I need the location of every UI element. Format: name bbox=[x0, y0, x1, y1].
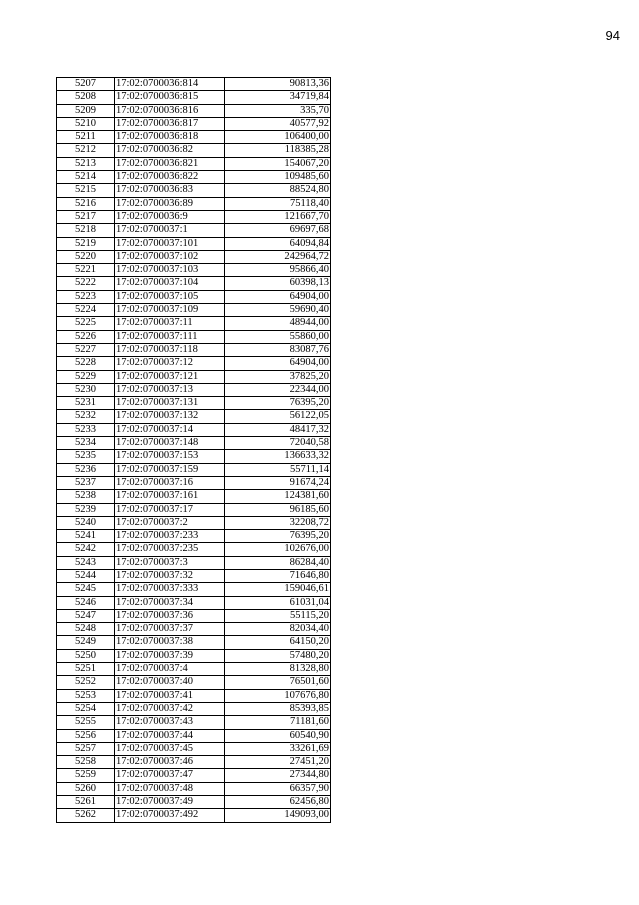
table-row bbox=[57, 78, 331, 91]
table-row bbox=[57, 91, 331, 104]
table-row bbox=[57, 729, 331, 742]
table-row bbox=[57, 131, 331, 144]
cadastral-number-cell: 17:02:0700037:153 bbox=[115, 450, 225, 463]
table-row bbox=[57, 476, 331, 489]
row-number-cell: 5218 bbox=[57, 224, 115, 237]
row-number-cell: 5241 bbox=[57, 530, 115, 543]
cadastral-value-table bbox=[56, 77, 331, 823]
cadastral-number-cell: 17:02:0700036:818 bbox=[115, 131, 225, 144]
cadastral-number-cell: 17:02:0700037:34 bbox=[115, 596, 225, 609]
cadastral-number-cell: 17:02:0700037:161 bbox=[115, 490, 225, 503]
amount-cell: 118385,28 bbox=[225, 144, 331, 157]
row-number-cell: 5224 bbox=[57, 304, 115, 317]
row-number-cell: 5255 bbox=[57, 716, 115, 729]
amount-cell: 159046,61 bbox=[225, 583, 331, 596]
row-number-cell: 5240 bbox=[57, 516, 115, 529]
table-row bbox=[57, 689, 331, 702]
table-row bbox=[57, 383, 331, 396]
row-number-cell: 5212 bbox=[57, 144, 115, 157]
amount-cell: 55860,00 bbox=[225, 330, 331, 343]
row-number-cell: 5228 bbox=[57, 357, 115, 370]
amount-cell: 66357,90 bbox=[225, 782, 331, 795]
table-row bbox=[57, 290, 331, 303]
row-number-cell: 5247 bbox=[57, 609, 115, 622]
row-number-cell: 5226 bbox=[57, 330, 115, 343]
amount-cell: 64904,00 bbox=[225, 357, 331, 370]
table-row bbox=[57, 437, 331, 450]
row-number-cell: 5229 bbox=[57, 370, 115, 383]
amount-cell: 83087,76 bbox=[225, 343, 331, 356]
cadastral-number-cell: 17:02:0700037:45 bbox=[115, 742, 225, 755]
cadastral-number-cell: 17:02:0700036:817 bbox=[115, 117, 225, 130]
table-row bbox=[57, 343, 331, 356]
row-number-cell: 5246 bbox=[57, 596, 115, 609]
table-row bbox=[57, 144, 331, 157]
row-number-cell: 5245 bbox=[57, 583, 115, 596]
row-number-cell: 5244 bbox=[57, 569, 115, 582]
page-number: 94 bbox=[605, 28, 620, 43]
cadastral-number-cell: 17:02:0700037:148 bbox=[115, 437, 225, 450]
amount-cell: 61031,04 bbox=[225, 596, 331, 609]
amount-cell: 48417,32 bbox=[225, 423, 331, 436]
row-number-cell: 5213 bbox=[57, 157, 115, 170]
row-number-cell: 5220 bbox=[57, 250, 115, 263]
amount-cell: 85393,85 bbox=[225, 702, 331, 715]
table-row bbox=[57, 250, 331, 263]
row-number-cell: 5257 bbox=[57, 742, 115, 755]
cadastral-number-cell: 17:02:0700037:492 bbox=[115, 809, 225, 822]
cadastral-number-cell: 17:02:0700037:104 bbox=[115, 277, 225, 290]
cadastral-number-cell: 17:02:0700037:1 bbox=[115, 224, 225, 237]
table-row bbox=[57, 556, 331, 569]
row-number-cell: 5234 bbox=[57, 437, 115, 450]
amount-cell: 71181,60 bbox=[225, 716, 331, 729]
cadastral-number-cell: 17:02:0700037:3 bbox=[115, 556, 225, 569]
row-number-cell: 5230 bbox=[57, 383, 115, 396]
amount-cell: 76501,60 bbox=[225, 676, 331, 689]
amount-cell: 56122,05 bbox=[225, 410, 331, 423]
cadastral-number-cell: 17:02:0700037:101 bbox=[115, 237, 225, 250]
table-body bbox=[57, 78, 331, 823]
row-number-cell: 5221 bbox=[57, 264, 115, 277]
row-number-cell: 5216 bbox=[57, 197, 115, 210]
table-row bbox=[57, 676, 331, 689]
row-number-cell: 5251 bbox=[57, 663, 115, 676]
table-row bbox=[57, 769, 331, 782]
cadastral-number-cell: 17:02:0700037:121 bbox=[115, 370, 225, 383]
cadastral-number-cell: 17:02:0700037:44 bbox=[115, 729, 225, 742]
amount-cell: 60540,90 bbox=[225, 729, 331, 742]
amount-cell: 90813,36 bbox=[225, 78, 331, 91]
cadastral-number-cell: 17:02:0700037:4 bbox=[115, 663, 225, 676]
cadastral-number-cell: 17:02:0700037:42 bbox=[115, 702, 225, 715]
amount-cell: 27344,80 bbox=[225, 769, 331, 782]
cadastral-number-cell: 17:02:0700037:102 bbox=[115, 250, 225, 263]
cadastral-number-cell: 17:02:0700036:816 bbox=[115, 104, 225, 117]
amount-cell: 72040,58 bbox=[225, 437, 331, 450]
row-number-cell: 5223 bbox=[57, 290, 115, 303]
amount-cell: 124381,60 bbox=[225, 490, 331, 503]
table-row bbox=[57, 277, 331, 290]
table-row bbox=[57, 463, 331, 476]
table-row bbox=[57, 596, 331, 609]
row-number-cell: 5254 bbox=[57, 702, 115, 715]
table-row bbox=[57, 716, 331, 729]
cadastral-number-cell: 17:02:0700037:233 bbox=[115, 530, 225, 543]
cadastral-number-cell: 17:02:0700037:118 bbox=[115, 343, 225, 356]
table-row bbox=[57, 304, 331, 317]
cadastral-number-cell: 17:02:0700037:14 bbox=[115, 423, 225, 436]
amount-cell: 154067,20 bbox=[225, 157, 331, 170]
amount-cell: 96185,60 bbox=[225, 503, 331, 516]
cadastral-number-cell: 17:02:0700037:46 bbox=[115, 756, 225, 769]
cadastral-number-cell: 17:02:0700037:131 bbox=[115, 397, 225, 410]
cadastral-number-cell: 17:02:0700037:17 bbox=[115, 503, 225, 516]
table-row bbox=[57, 796, 331, 809]
row-number-cell: 5210 bbox=[57, 117, 115, 130]
amount-cell: 76395,20 bbox=[225, 397, 331, 410]
cadastral-number-cell: 17:02:0700037:48 bbox=[115, 782, 225, 795]
cadastral-number-cell: 17:02:0700037:333 bbox=[115, 583, 225, 596]
amount-cell: 71646,80 bbox=[225, 569, 331, 582]
cadastral-number-cell: 17:02:0700037:37 bbox=[115, 623, 225, 636]
amount-cell: 62456,80 bbox=[225, 796, 331, 809]
amount-cell: 149093,00 bbox=[225, 809, 331, 822]
cadastral-number-cell: 17:02:0700037:111 bbox=[115, 330, 225, 343]
row-number-cell: 5207 bbox=[57, 78, 115, 91]
row-number-cell: 5215 bbox=[57, 184, 115, 197]
cadastral-number-cell: 17:02:0700036:89 bbox=[115, 197, 225, 210]
table-row bbox=[57, 636, 331, 649]
amount-cell: 22344,00 bbox=[225, 383, 331, 396]
table-row bbox=[57, 117, 331, 130]
amount-cell: 55115,20 bbox=[225, 609, 331, 622]
amount-cell: 60398,13 bbox=[225, 277, 331, 290]
row-number-cell: 5235 bbox=[57, 450, 115, 463]
cadastral-number-cell: 17:02:0700036:815 bbox=[115, 91, 225, 104]
table-row bbox=[57, 423, 331, 436]
cadastral-number-cell: 17:02:0700037:103 bbox=[115, 264, 225, 277]
cadastral-number-cell: 17:02:0700037:16 bbox=[115, 476, 225, 489]
amount-cell: 76395,20 bbox=[225, 530, 331, 543]
table-row bbox=[57, 809, 331, 822]
table-row bbox=[57, 516, 331, 529]
cadastral-number-cell: 17:02:0700037:105 bbox=[115, 290, 225, 303]
row-number-cell: 5258 bbox=[57, 756, 115, 769]
row-number-cell: 5262 bbox=[57, 809, 115, 822]
amount-cell: 64904,00 bbox=[225, 290, 331, 303]
row-number-cell: 5219 bbox=[57, 237, 115, 250]
amount-cell: 88524,80 bbox=[225, 184, 331, 197]
cadastral-number-cell: 17:02:0700036:83 bbox=[115, 184, 225, 197]
row-number-cell: 5214 bbox=[57, 171, 115, 184]
cadastral-number-cell: 17:02:0700037:12 bbox=[115, 357, 225, 370]
table-row bbox=[57, 609, 331, 622]
row-number-cell: 5208 bbox=[57, 91, 115, 104]
amount-cell: 48944,00 bbox=[225, 317, 331, 330]
table-row bbox=[57, 450, 331, 463]
amount-cell: 69697,68 bbox=[225, 224, 331, 237]
cadastral-number-cell: 17:02:0700037:39 bbox=[115, 649, 225, 662]
amount-cell: 59690,40 bbox=[225, 304, 331, 317]
cadastral-number-cell: 17:02:0700037:38 bbox=[115, 636, 225, 649]
row-number-cell: 5238 bbox=[57, 490, 115, 503]
table-row bbox=[57, 157, 331, 170]
cadastral-number-cell: 17:02:0700037:132 bbox=[115, 410, 225, 423]
amount-cell: 106400,00 bbox=[225, 131, 331, 144]
cadastral-number-cell: 17:02:0700037:13 bbox=[115, 383, 225, 396]
row-number-cell: 5248 bbox=[57, 623, 115, 636]
cadastral-number-cell: 17:02:0700037:47 bbox=[115, 769, 225, 782]
row-number-cell: 5259 bbox=[57, 769, 115, 782]
table-row bbox=[57, 623, 331, 636]
table-row bbox=[57, 649, 331, 662]
row-number-cell: 5252 bbox=[57, 676, 115, 689]
cadastral-number-cell: 17:02:0700037:11 bbox=[115, 317, 225, 330]
cadastral-number-cell: 17:02:0700037:159 bbox=[115, 463, 225, 476]
amount-cell: 82034,40 bbox=[225, 623, 331, 636]
cadastral-number-cell: 17:02:0700037:40 bbox=[115, 676, 225, 689]
row-number-cell: 5239 bbox=[57, 503, 115, 516]
cadastral-number-cell: 17:02:0700037:32 bbox=[115, 569, 225, 582]
row-number-cell: 5249 bbox=[57, 636, 115, 649]
amount-cell: 34719,84 bbox=[225, 91, 331, 104]
row-number-cell: 5217 bbox=[57, 210, 115, 223]
cadastral-number-cell: 17:02:0700037:235 bbox=[115, 543, 225, 556]
table-row bbox=[57, 756, 331, 769]
table-row bbox=[57, 330, 331, 343]
row-number-cell: 5261 bbox=[57, 796, 115, 809]
row-number-cell: 5260 bbox=[57, 782, 115, 795]
amount-cell: 64150,20 bbox=[225, 636, 331, 649]
amount-cell: 33261,69 bbox=[225, 742, 331, 755]
amount-cell: 136633,32 bbox=[225, 450, 331, 463]
cadastral-number-cell: 17:02:0700037:49 bbox=[115, 796, 225, 809]
amount-cell: 242964,72 bbox=[225, 250, 331, 263]
amount-cell: 75118,40 bbox=[225, 197, 331, 210]
amount-cell: 95866,40 bbox=[225, 264, 331, 277]
row-number-cell: 5225 bbox=[57, 317, 115, 330]
table-row bbox=[57, 410, 331, 423]
row-number-cell: 5253 bbox=[57, 689, 115, 702]
amount-cell: 91674,24 bbox=[225, 476, 331, 489]
cadastral-number-cell: 17:02:0700037:109 bbox=[115, 304, 225, 317]
cadastral-number-cell: 17:02:0700036:82 bbox=[115, 144, 225, 157]
table-row bbox=[57, 663, 331, 676]
amount-cell: 64094,84 bbox=[225, 237, 331, 250]
row-number-cell: 5222 bbox=[57, 277, 115, 290]
row-number-cell: 5233 bbox=[57, 423, 115, 436]
row-number-cell: 5250 bbox=[57, 649, 115, 662]
row-number-cell: 5242 bbox=[57, 543, 115, 556]
table-row bbox=[57, 569, 331, 582]
amount-cell: 102676,00 bbox=[225, 543, 331, 556]
table-row bbox=[57, 490, 331, 503]
row-number-cell: 5256 bbox=[57, 729, 115, 742]
cadastral-number-cell: 17:02:0700036:814 bbox=[115, 78, 225, 91]
table-row bbox=[57, 782, 331, 795]
row-number-cell: 5209 bbox=[57, 104, 115, 117]
amount-cell: 40577,92 bbox=[225, 117, 331, 130]
table-row bbox=[57, 503, 331, 516]
table-row bbox=[57, 264, 331, 277]
cadastral-number-cell: 17:02:0700036:822 bbox=[115, 171, 225, 184]
table-row bbox=[57, 742, 331, 755]
cadastral-number-cell: 17:02:0700036:821 bbox=[115, 157, 225, 170]
cadastral-number-cell: 17:02:0700036:9 bbox=[115, 210, 225, 223]
row-number-cell: 5236 bbox=[57, 463, 115, 476]
amount-cell: 335,70 bbox=[225, 104, 331, 117]
amount-cell: 37825,20 bbox=[225, 370, 331, 383]
table-row bbox=[57, 317, 331, 330]
amount-cell: 57480,20 bbox=[225, 649, 331, 662]
table-row bbox=[57, 530, 331, 543]
row-number-cell: 5227 bbox=[57, 343, 115, 356]
row-number-cell: 5211 bbox=[57, 131, 115, 144]
row-number-cell: 5232 bbox=[57, 410, 115, 423]
table-row bbox=[57, 171, 331, 184]
table-row bbox=[57, 224, 331, 237]
table-row bbox=[57, 237, 331, 250]
table-row bbox=[57, 583, 331, 596]
table-row bbox=[57, 702, 331, 715]
cadastral-number-cell: 17:02:0700037:2 bbox=[115, 516, 225, 529]
amount-cell: 86284,40 bbox=[225, 556, 331, 569]
table-row bbox=[57, 104, 331, 117]
amount-cell: 107676,80 bbox=[225, 689, 331, 702]
amount-cell: 81328,80 bbox=[225, 663, 331, 676]
amount-cell: 32208,72 bbox=[225, 516, 331, 529]
table-row bbox=[57, 397, 331, 410]
row-number-cell: 5237 bbox=[57, 476, 115, 489]
amount-cell: 109485,60 bbox=[225, 171, 331, 184]
cadastral-number-cell: 17:02:0700037:36 bbox=[115, 609, 225, 622]
amount-cell: 55711,14 bbox=[225, 463, 331, 476]
table-row bbox=[57, 370, 331, 383]
table-row bbox=[57, 543, 331, 556]
table-row bbox=[57, 197, 331, 210]
row-number-cell: 5243 bbox=[57, 556, 115, 569]
table-row bbox=[57, 210, 331, 223]
cadastral-number-cell: 17:02:0700037:41 bbox=[115, 689, 225, 702]
cadastral-number-cell: 17:02:0700037:43 bbox=[115, 716, 225, 729]
amount-cell: 27451,20 bbox=[225, 756, 331, 769]
row-number-cell: 5231 bbox=[57, 397, 115, 410]
table-row bbox=[57, 357, 331, 370]
amount-cell: 121667,70 bbox=[225, 210, 331, 223]
table-row bbox=[57, 184, 331, 197]
